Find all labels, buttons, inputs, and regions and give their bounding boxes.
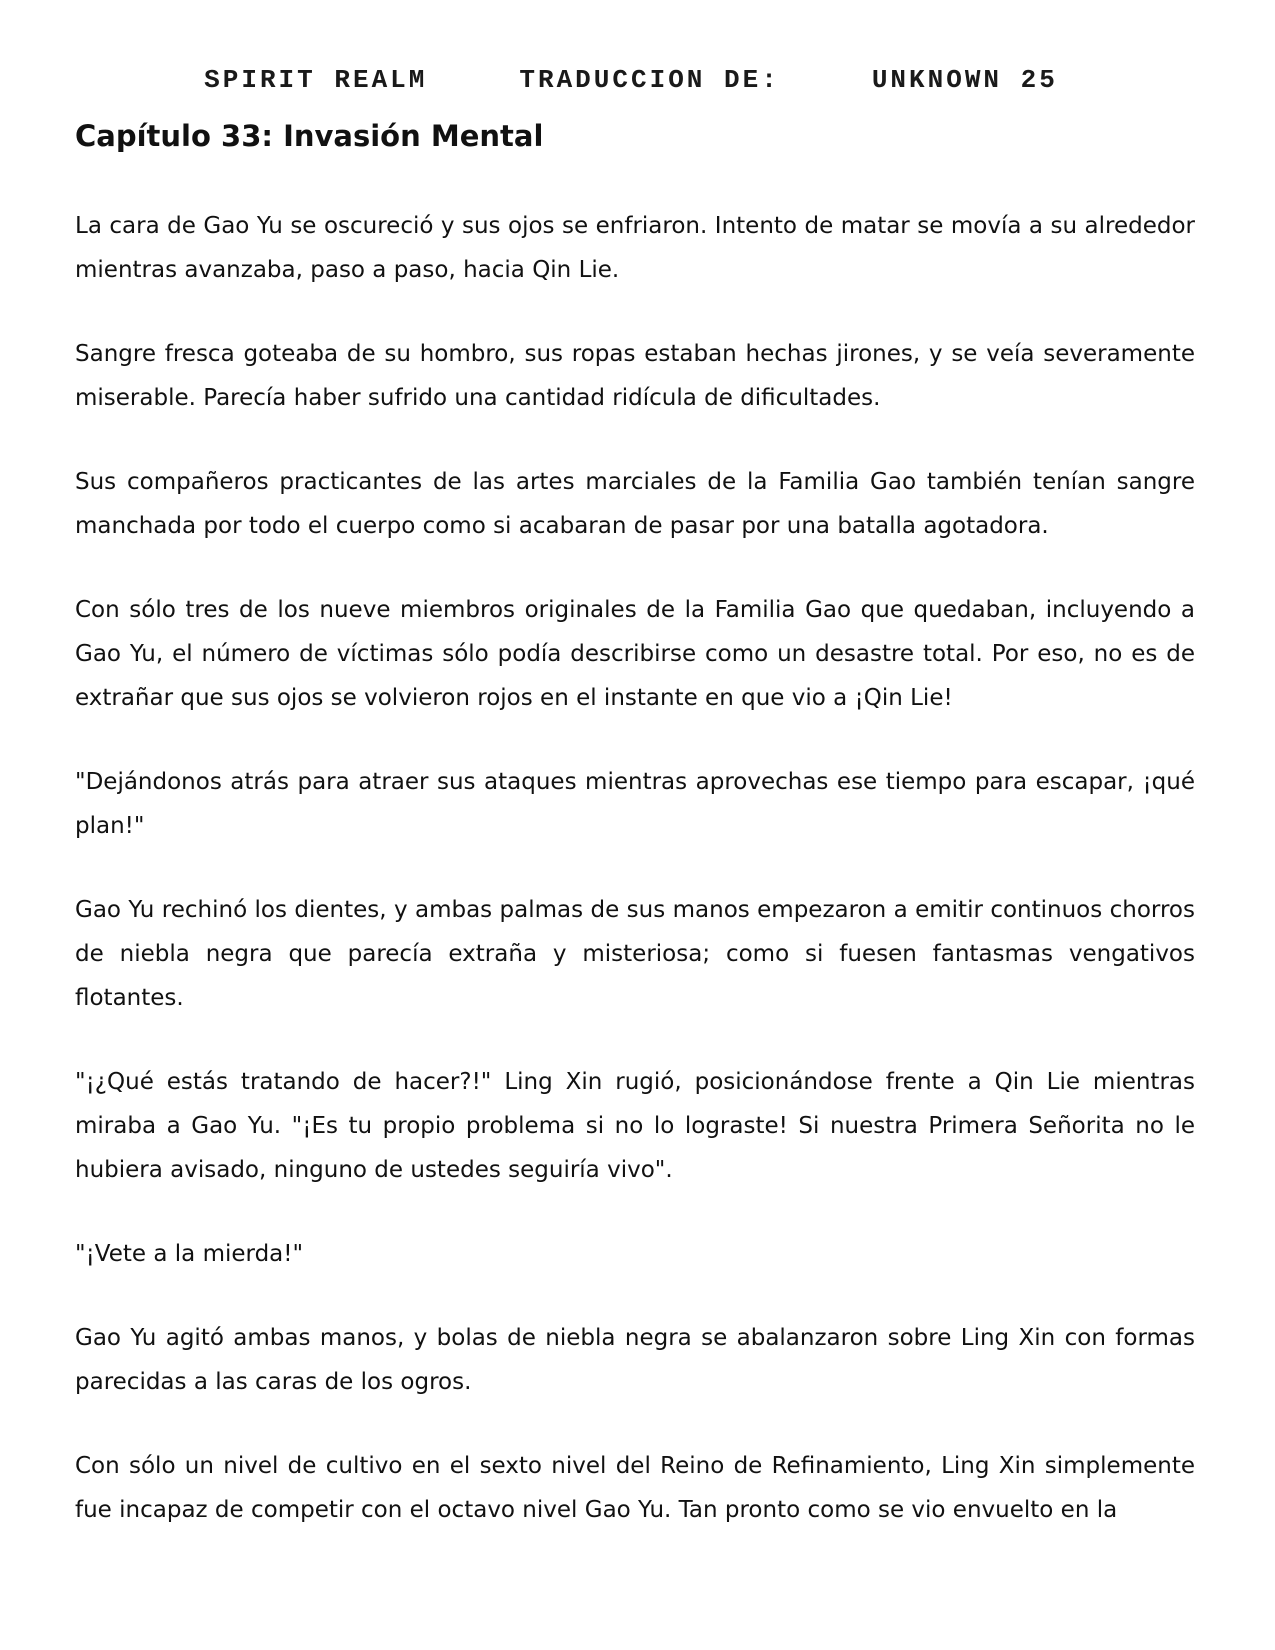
header-translator-name: UNKNOWN 25 bbox=[871, 65, 1058, 95]
paragraph: Con sólo un nivel de cultivo en el sexto nivel del Reino de Refinamiento, Ling Xin simplemente fue incapaz de competir con el octavo nivel Gao Yu. Tan pronto como se vio envuelto en la bbox=[75, 1453, 1195, 1523]
paragraph: Gao Yu rechinó los dientes, y ambas palmas de sus manos empezaron a emitir continuos chorros de niebla negra que parecía extraña y misteriosa; como si fuesen fantasmas vengativos flotantes. bbox=[75, 897, 1195, 1011]
paragraph: Con sólo tres de los nueve miembros originales de la Familia Gao que quedaban, incluyendo a Gao Yu, el número de víctimas sólo podía describirse como un desastre total. Por eso, no es de extrañar que sus ojos se volvieron rojos en el instante en que vio a ¡Qin Lie! bbox=[75, 597, 1195, 711]
paragraph: "Dejándonos atrás para atraer sus ataques mientras aprovechas ese tiempo para escapar, ¡qué plan!" bbox=[75, 769, 1195, 839]
paragraph: Sangre fresca goteaba de su hombro, sus ropas estaban hechas jirones, y se veía severamente miserable. Parecía haber sufrido una cantidad ridícula de dificultades. bbox=[75, 341, 1195, 411]
paragraph: Gao Yu agitó ambas manos, y bolas de niebla negra se abalanzaron sobre Ling Xin con formas parecidas a las caras de los ogros. bbox=[75, 1325, 1195, 1395]
header-translation-label: TRADUCCION DE: bbox=[519, 65, 780, 95]
paragraph: La cara de Gao Yu se oscureció y sus ojos se enfriaron. Intento de matar se movía a su alrededor mientras avanzaba, paso a paso, hacia Qin Lie. bbox=[75, 213, 1195, 283]
paragraph: Sus compañeros practicantes de las artes marciales de la Familia Gao también tenían sangre manchada por todo el cuerpo como si acabaran de pasar por una batalla agotadora. bbox=[75, 469, 1195, 539]
paragraph: "¡Vete a la mierda!" bbox=[75, 1241, 304, 1267]
chapter-body bbox=[75, 204, 1195, 1532]
paragraph: "¡¿Qué estás tratando de hacer?!" Ling Xin rugió, posicionándose frente a Qin Lie mientras miraba a Gao Yu. "¡Es tu propio problema si no lo lograste! Si nuestra Primera Señorita no le hubiera avisado, ninguno de ustedes seguiría vivo". bbox=[75, 1069, 1195, 1183]
document-page bbox=[75, 64, 1195, 1572]
header-series-name: SPIRIT REALM bbox=[204, 65, 428, 95]
page-header bbox=[67, 64, 1195, 96]
chapter-title: Capítulo 33: Invasión Mental bbox=[75, 119, 544, 153]
